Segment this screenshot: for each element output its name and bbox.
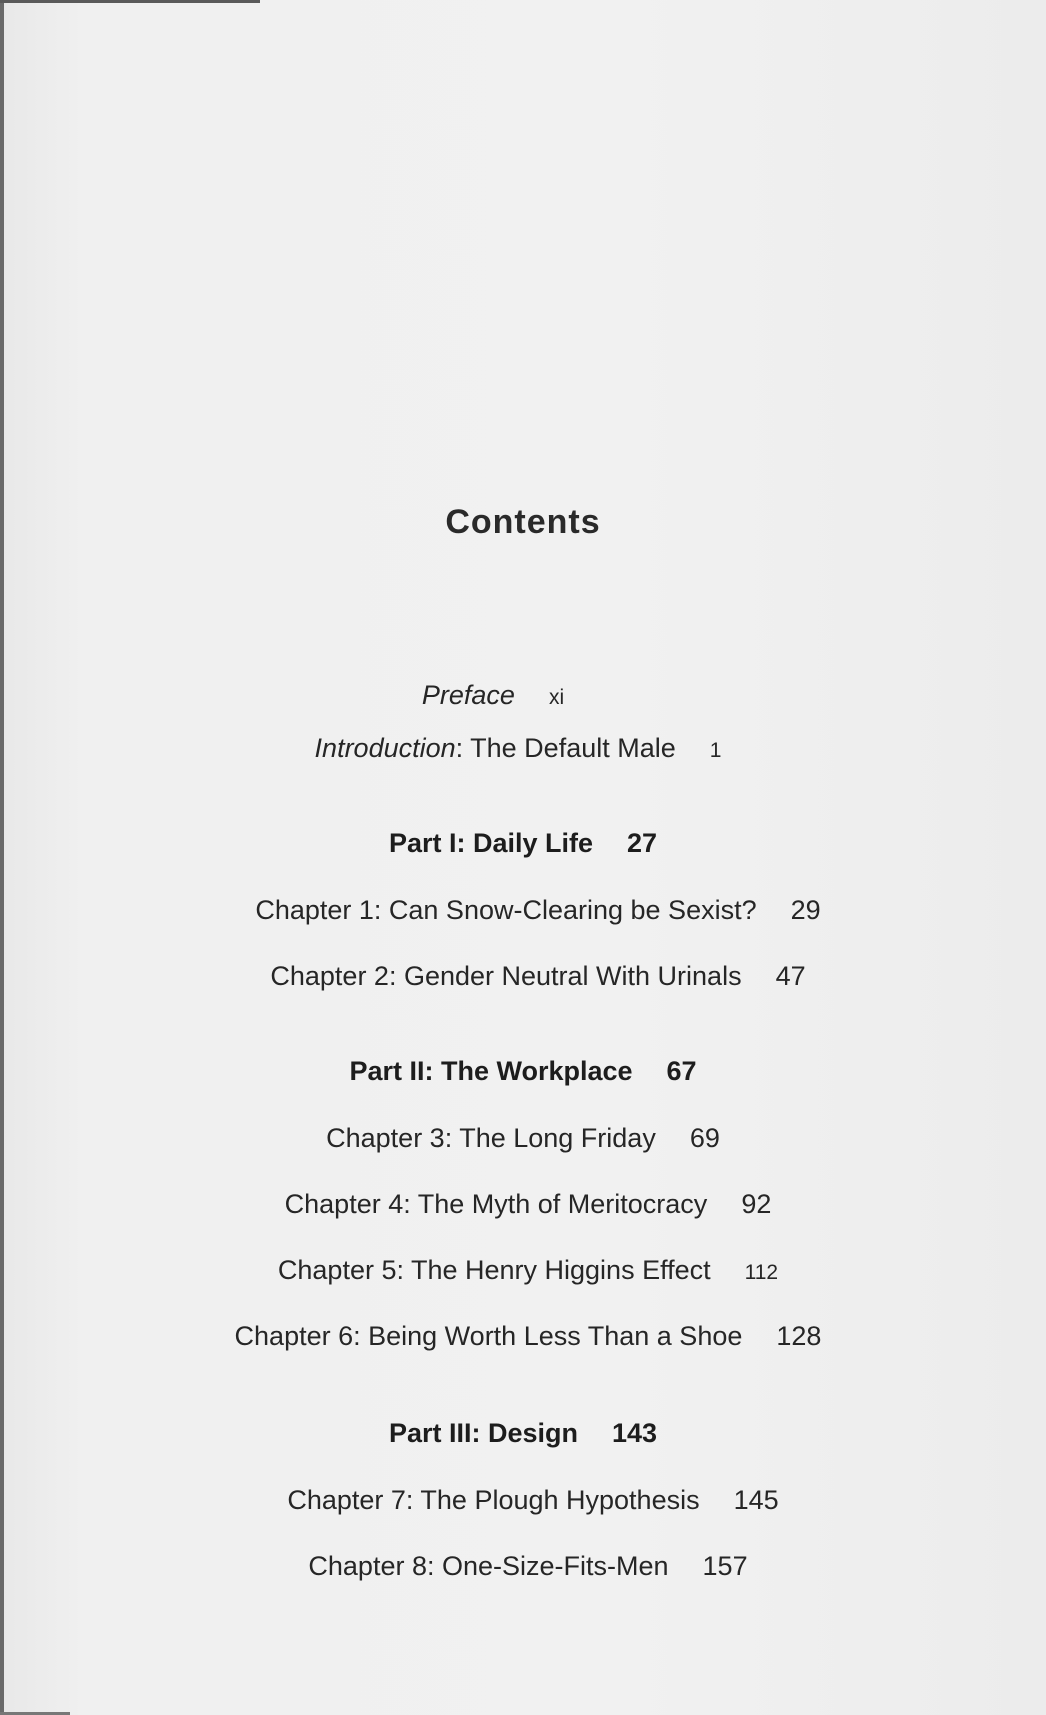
toc-chapter-label: Chapter 4: The Myth of Meritocracy	[284, 1189, 708, 1219]
toc-chapter-page: 128	[776, 1321, 822, 1351]
toc-chapter-2	[15, 961, 1046, 992]
toc-chapter-label: Chapter 1: Can Snow-Clearing be Sexist?	[255, 895, 757, 925]
toc-chapter-page: 145	[733, 1485, 779, 1515]
toc-entry-preface	[0, 680, 1016, 711]
toc-chapter-label: Chapter 6: Being Worth Less Than a Shoe	[234, 1321, 743, 1351]
toc-chapter-page: 157	[702, 1551, 748, 1581]
toc-chapter-page: 92	[741, 1189, 772, 1219]
toc-chapter-label: Chapter 2: Gender Neutral With Urinals	[270, 961, 742, 991]
toc-part-2	[0, 1056, 1046, 1087]
toc-part-page: 143	[611, 1418, 658, 1448]
toc-chapter-5	[5, 1255, 1046, 1286]
toc-chapter-page: 47	[775, 961, 806, 991]
toc-chapter-page: 29	[790, 895, 821, 925]
toc-chapter-1	[15, 895, 1046, 926]
page-title: Contents	[445, 503, 601, 541]
toc-entry-label-italic: Introduction	[314, 733, 456, 763]
toc-part-label: Part I: Daily Life	[388, 828, 593, 858]
toc-chapter-4	[5, 1189, 1046, 1220]
toc-chapter-page: 112	[744, 1261, 779, 1284]
toc-chapter-8	[5, 1551, 1046, 1582]
toc-chapter-label: Chapter 8: One-Size-Fits-Men	[308, 1551, 669, 1581]
toc-part-page: 27	[627, 828, 658, 858]
toc-chapter-page: 69	[689, 1123, 720, 1153]
toc-chapter-label: Chapter 7: The Plough Hypothesis	[287, 1485, 700, 1515]
toc-part-label: Part II: The Workplace	[349, 1056, 633, 1086]
toc-chapter-3	[0, 1123, 1046, 1154]
toc-entry-label: : The Default Male	[455, 733, 676, 763]
toc-part-1	[0, 828, 1046, 859]
toc-chapter-label: Chapter 5: The Henry Higgins Effect	[277, 1255, 711, 1285]
toc-entry-page: 1	[709, 739, 722, 762]
toc-chapter-7	[10, 1485, 1046, 1516]
page-edge-shadow-top	[0, 0, 260, 3]
toc-entry-introduction	[0, 733, 1041, 764]
toc-chapter-label: Chapter 3: The Long Friday	[326, 1123, 656, 1153]
toc-entry-label: Preface	[421, 680, 515, 710]
toc-part-label: Part III: Design	[388, 1418, 578, 1448]
toc-part-3	[0, 1418, 1046, 1449]
toc-entry-page: xi	[548, 686, 565, 709]
toc-chapter-6	[5, 1321, 1046, 1352]
toc-part-page: 67	[666, 1056, 697, 1086]
